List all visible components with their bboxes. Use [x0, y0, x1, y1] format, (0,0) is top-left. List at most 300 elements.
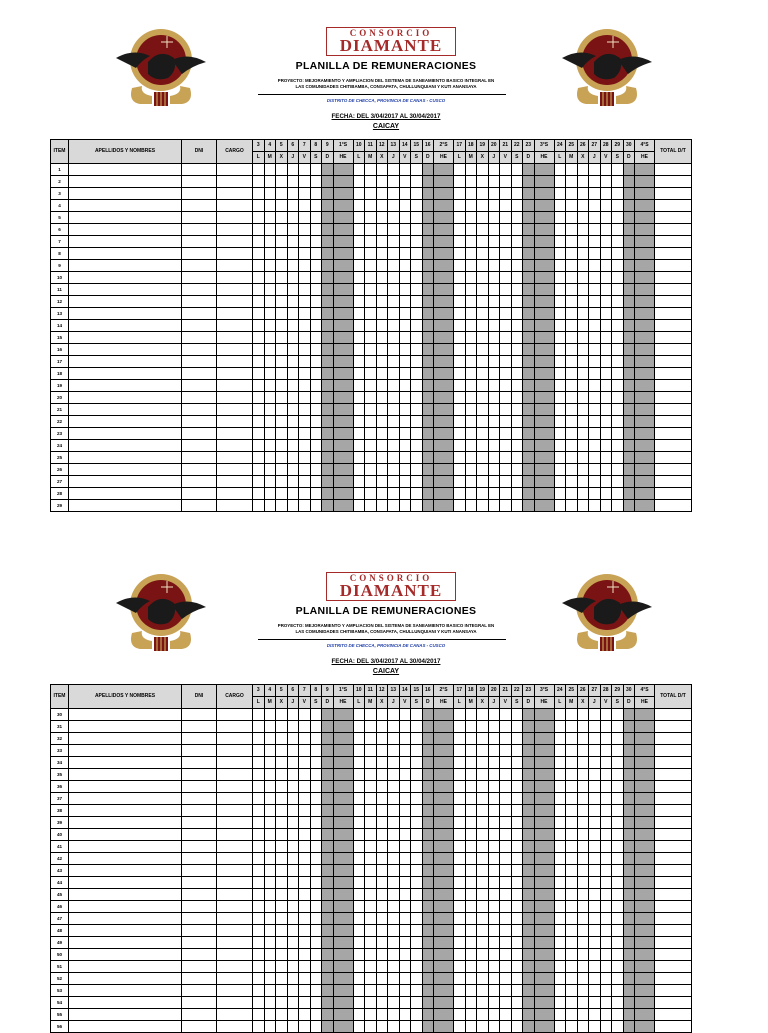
day-cell — [500, 997, 512, 1009]
day-cell — [333, 224, 353, 236]
day-cell — [322, 368, 334, 380]
day-cell — [600, 500, 612, 512]
name-cell — [69, 733, 182, 745]
cargo-cell — [217, 1009, 253, 1021]
total-cell — [655, 464, 692, 476]
day-cell — [465, 793, 477, 805]
day-cell — [589, 853, 601, 865]
name-cell — [69, 961, 182, 973]
day-cell — [310, 188, 322, 200]
day-cell — [511, 949, 523, 961]
table-row — [51, 877, 692, 889]
day-cell — [434, 308, 454, 320]
day-cell — [477, 284, 489, 296]
day-cell — [253, 212, 265, 224]
header-day-number: 4 — [264, 140, 276, 152]
total-cell — [655, 925, 692, 937]
item-number: 15 — [51, 332, 69, 344]
day-cell — [612, 937, 624, 949]
cargo-cell — [217, 356, 253, 368]
day-cell — [577, 841, 589, 853]
day-cell — [454, 224, 466, 236]
day-cell — [477, 272, 489, 284]
day-cell — [388, 961, 400, 973]
payroll-table — [50, 139, 692, 512]
day-cell — [365, 721, 377, 733]
day-cell — [554, 973, 566, 985]
day-cell — [454, 1009, 466, 1021]
header-day-number: 5 — [276, 140, 288, 152]
item-number: 36 — [51, 781, 69, 793]
day-cell — [612, 428, 624, 440]
day-cell — [566, 260, 578, 272]
day-cell — [477, 212, 489, 224]
header-day-number: 11 — [365, 140, 377, 152]
total-cell — [655, 164, 692, 176]
day-cell — [264, 901, 276, 913]
name-cell — [69, 829, 182, 841]
day-cell — [523, 248, 535, 260]
day-cell — [253, 997, 265, 1009]
day-cell — [388, 841, 400, 853]
day-cell — [411, 913, 423, 925]
name-cell — [69, 380, 182, 392]
day-cell — [577, 793, 589, 805]
day-cell — [635, 985, 655, 997]
day-cell — [612, 1009, 624, 1021]
day-cell — [376, 272, 388, 284]
dni-cell — [182, 164, 217, 176]
day-cell — [477, 476, 489, 488]
day-cell — [500, 925, 512, 937]
day-cell — [353, 949, 365, 961]
total-cell — [655, 260, 692, 272]
day-cell — [454, 973, 466, 985]
day-cell — [287, 997, 299, 1009]
day-cell — [600, 745, 612, 757]
day-cell — [635, 757, 655, 769]
day-cell — [600, 757, 612, 769]
header-day-number: 28 — [600, 685, 612, 697]
day-cell — [276, 805, 288, 817]
day-cell — [287, 805, 299, 817]
day-cell — [477, 805, 489, 817]
day-cell — [253, 709, 265, 721]
day-cell — [299, 745, 311, 757]
header-names: APELLIDOS Y NOMBRES — [69, 685, 182, 709]
day-cell — [333, 721, 353, 733]
day-cell — [253, 464, 265, 476]
cargo-cell — [217, 488, 253, 500]
day-cell — [589, 224, 601, 236]
day-cell — [253, 925, 265, 937]
day-cell — [411, 793, 423, 805]
header-weekday: HE — [534, 152, 554, 164]
day-cell — [376, 212, 388, 224]
day-cell — [333, 925, 353, 937]
day-cell — [388, 829, 400, 841]
day-cell — [566, 428, 578, 440]
day-cell — [600, 733, 612, 745]
day-cell — [365, 985, 377, 997]
day-cell — [589, 733, 601, 745]
day-cell — [577, 865, 589, 877]
day-cell — [310, 757, 322, 769]
header-day-number: 9 — [322, 140, 334, 152]
day-cell — [454, 757, 466, 769]
item-number: 13 — [51, 308, 69, 320]
dni-cell — [182, 488, 217, 500]
table-row — [51, 973, 692, 985]
day-cell — [488, 356, 500, 368]
day-cell — [488, 709, 500, 721]
day-cell — [488, 985, 500, 997]
day-cell — [299, 709, 311, 721]
day-cell — [322, 949, 334, 961]
dni-cell — [182, 709, 217, 721]
day-cell — [310, 368, 322, 380]
cargo-cell — [217, 188, 253, 200]
day-cell — [411, 865, 423, 877]
day-cell — [299, 901, 311, 913]
day-cell — [322, 901, 334, 913]
day-cell — [511, 284, 523, 296]
day-cell — [434, 416, 454, 428]
cargo-cell — [217, 272, 253, 284]
day-cell — [310, 853, 322, 865]
day-cell — [333, 961, 353, 973]
day-cell — [623, 781, 635, 793]
total-cell — [655, 793, 692, 805]
day-cell — [623, 793, 635, 805]
total-cell — [655, 500, 692, 512]
day-cell — [612, 949, 624, 961]
day-cell — [566, 200, 578, 212]
day-cell — [511, 476, 523, 488]
day-cell — [376, 452, 388, 464]
day-cell — [523, 961, 535, 973]
day-cell — [322, 212, 334, 224]
day-cell — [376, 997, 388, 1009]
day-cell — [333, 176, 353, 188]
total-cell — [655, 200, 692, 212]
day-cell — [523, 793, 535, 805]
day-cell — [253, 853, 265, 865]
day-cell — [388, 224, 400, 236]
day-cell — [577, 488, 589, 500]
day-cell — [276, 781, 288, 793]
day-cell — [322, 721, 334, 733]
day-cell — [488, 392, 500, 404]
day-cell — [353, 913, 365, 925]
name-cell — [69, 793, 182, 805]
day-cell — [287, 260, 299, 272]
day-cell — [600, 248, 612, 260]
day-cell — [333, 793, 353, 805]
day-cell — [399, 380, 411, 392]
day-cell — [388, 889, 400, 901]
day-cell — [376, 1009, 388, 1021]
day-cell — [411, 901, 423, 913]
header-item: ITEM — [51, 685, 69, 709]
name-cell — [69, 925, 182, 937]
dni-cell — [182, 925, 217, 937]
day-cell — [577, 721, 589, 733]
day-cell — [388, 781, 400, 793]
day-cell — [612, 877, 624, 889]
day-cell — [623, 488, 635, 500]
day-cell — [523, 997, 535, 1009]
day-cell — [411, 236, 423, 248]
day-cell — [253, 721, 265, 733]
day-cell — [635, 500, 655, 512]
day-cell — [264, 805, 276, 817]
dni-cell — [182, 440, 217, 452]
day-cell — [534, 853, 554, 865]
day-cell — [554, 997, 566, 1009]
cargo-cell — [217, 476, 253, 488]
day-cell — [388, 404, 400, 416]
header-day-number: 25 — [566, 140, 578, 152]
day-cell — [534, 200, 554, 212]
total-cell — [655, 829, 692, 841]
day-cell — [511, 709, 523, 721]
total-cell — [655, 913, 692, 925]
day-cell — [353, 392, 365, 404]
day-cell — [566, 380, 578, 392]
day-cell — [511, 224, 523, 236]
location-label: CAICAY — [372, 123, 400, 130]
day-cell — [299, 296, 311, 308]
day-cell — [488, 488, 500, 500]
day-cell — [299, 224, 311, 236]
header-day-number: 23 — [523, 140, 535, 152]
day-cell — [523, 200, 535, 212]
day-cell — [488, 368, 500, 380]
day-cell — [253, 452, 265, 464]
day-cell — [434, 464, 454, 476]
day-cell — [488, 500, 500, 512]
day-cell — [612, 925, 624, 937]
day-cell — [488, 1009, 500, 1021]
name-cell — [69, 901, 182, 913]
day-cell — [523, 949, 535, 961]
day-cell — [388, 176, 400, 188]
day-cell — [310, 1021, 322, 1033]
day-cell — [310, 841, 322, 853]
total-cell — [655, 356, 692, 368]
day-cell — [399, 1021, 411, 1033]
day-cell — [434, 452, 454, 464]
day-cell — [322, 745, 334, 757]
day-cell — [310, 949, 322, 961]
day-cell — [365, 308, 377, 320]
day-cell — [500, 428, 512, 440]
day-cell — [589, 164, 601, 176]
day-cell — [635, 853, 655, 865]
dni-cell — [182, 308, 217, 320]
cargo-cell — [217, 745, 253, 757]
day-cell — [399, 416, 411, 428]
header-weekday: S — [411, 152, 423, 164]
name-cell — [69, 817, 182, 829]
day-cell — [554, 236, 566, 248]
day-cell — [376, 733, 388, 745]
day-cell — [299, 757, 311, 769]
day-cell — [589, 476, 601, 488]
header-day-number: 2°S — [434, 685, 454, 697]
day-cell — [488, 889, 500, 901]
day-cell — [488, 733, 500, 745]
day-cell — [488, 416, 500, 428]
dni-cell — [182, 853, 217, 865]
day-cell — [422, 200, 434, 212]
day-cell — [534, 440, 554, 452]
day-cell — [434, 937, 454, 949]
day-cell — [376, 428, 388, 440]
day-cell — [287, 428, 299, 440]
day-cell — [454, 188, 466, 200]
day-cell — [623, 901, 635, 913]
day-cell — [566, 308, 578, 320]
item-number: 37 — [51, 793, 69, 805]
header-weekday: D — [322, 152, 334, 164]
day-cell — [310, 344, 322, 356]
day-cell — [388, 877, 400, 889]
day-cell — [264, 332, 276, 344]
day-cell — [411, 320, 423, 332]
day-cell — [488, 272, 500, 284]
total-cell — [655, 997, 692, 1009]
day-cell — [365, 332, 377, 344]
day-cell — [322, 200, 334, 212]
day-cell — [577, 236, 589, 248]
header-weekday: D — [422, 152, 434, 164]
day-cell — [422, 488, 434, 500]
day-cell — [534, 961, 554, 973]
day-cell — [276, 176, 288, 188]
day-cell — [477, 308, 489, 320]
day-cell — [422, 709, 434, 721]
day-cell — [388, 901, 400, 913]
day-cell — [589, 985, 601, 997]
item-number: 12 — [51, 296, 69, 308]
day-cell — [253, 793, 265, 805]
day-cell — [264, 164, 276, 176]
day-cell — [434, 272, 454, 284]
table-row — [51, 721, 692, 733]
header-day-number: 3 — [253, 140, 265, 152]
day-cell — [333, 284, 353, 296]
day-cell — [376, 781, 388, 793]
day-cell — [454, 721, 466, 733]
day-cell — [253, 877, 265, 889]
day-cell — [589, 937, 601, 949]
day-cell — [465, 392, 477, 404]
item-number: 38 — [51, 805, 69, 817]
day-cell — [623, 164, 635, 176]
day-cell — [523, 817, 535, 829]
day-cell — [511, 853, 523, 865]
day-cell — [287, 937, 299, 949]
day-cell — [488, 817, 500, 829]
day-cell — [477, 380, 489, 392]
dni-cell — [182, 416, 217, 428]
total-cell — [655, 889, 692, 901]
day-cell — [388, 973, 400, 985]
header-weekday: X — [276, 152, 288, 164]
day-cell — [422, 188, 434, 200]
dni-cell — [182, 404, 217, 416]
day-cell — [310, 380, 322, 392]
header-weekday: D — [623, 152, 635, 164]
day-cell — [264, 212, 276, 224]
day-cell — [523, 296, 535, 308]
day-cell — [477, 500, 489, 512]
day-cell — [600, 1009, 612, 1021]
day-cell — [566, 841, 578, 853]
day-cell — [388, 356, 400, 368]
item-number: 18 — [51, 368, 69, 380]
day-cell — [500, 709, 512, 721]
day-cell — [264, 1021, 276, 1033]
day-cell — [365, 200, 377, 212]
day-cell — [511, 997, 523, 1009]
day-cell — [577, 961, 589, 973]
brand-logotype — [326, 572, 456, 601]
day-cell — [612, 284, 624, 296]
day-cell — [612, 236, 624, 248]
day-cell — [500, 853, 512, 865]
day-cell — [566, 272, 578, 284]
day-cell — [600, 865, 612, 877]
day-cell — [566, 889, 578, 901]
day-cell — [299, 272, 311, 284]
day-cell — [287, 236, 299, 248]
header-weekday: J — [287, 152, 299, 164]
day-cell — [388, 476, 400, 488]
day-cell — [399, 332, 411, 344]
day-cell — [310, 416, 322, 428]
day-cell — [454, 212, 466, 224]
day-cell — [422, 913, 434, 925]
day-cell — [253, 368, 265, 380]
day-cell — [276, 500, 288, 512]
day-cell — [322, 176, 334, 188]
day-cell — [365, 500, 377, 512]
day-cell — [589, 356, 601, 368]
day-cell — [333, 260, 353, 272]
day-cell — [365, 404, 377, 416]
day-cell — [465, 212, 477, 224]
day-cell — [422, 757, 434, 769]
dni-cell — [182, 428, 217, 440]
day-cell — [434, 164, 454, 176]
day-cell — [511, 272, 523, 284]
day-cell — [511, 769, 523, 781]
day-cell — [353, 901, 365, 913]
header-weekday: D — [523, 152, 535, 164]
day-cell — [353, 260, 365, 272]
day-cell — [465, 1009, 477, 1021]
day-cell — [612, 829, 624, 841]
day-cell — [511, 841, 523, 853]
day-cell — [376, 841, 388, 853]
day-cell — [554, 488, 566, 500]
day-cell — [253, 1009, 265, 1021]
day-cell — [399, 452, 411, 464]
day-cell — [322, 272, 334, 284]
